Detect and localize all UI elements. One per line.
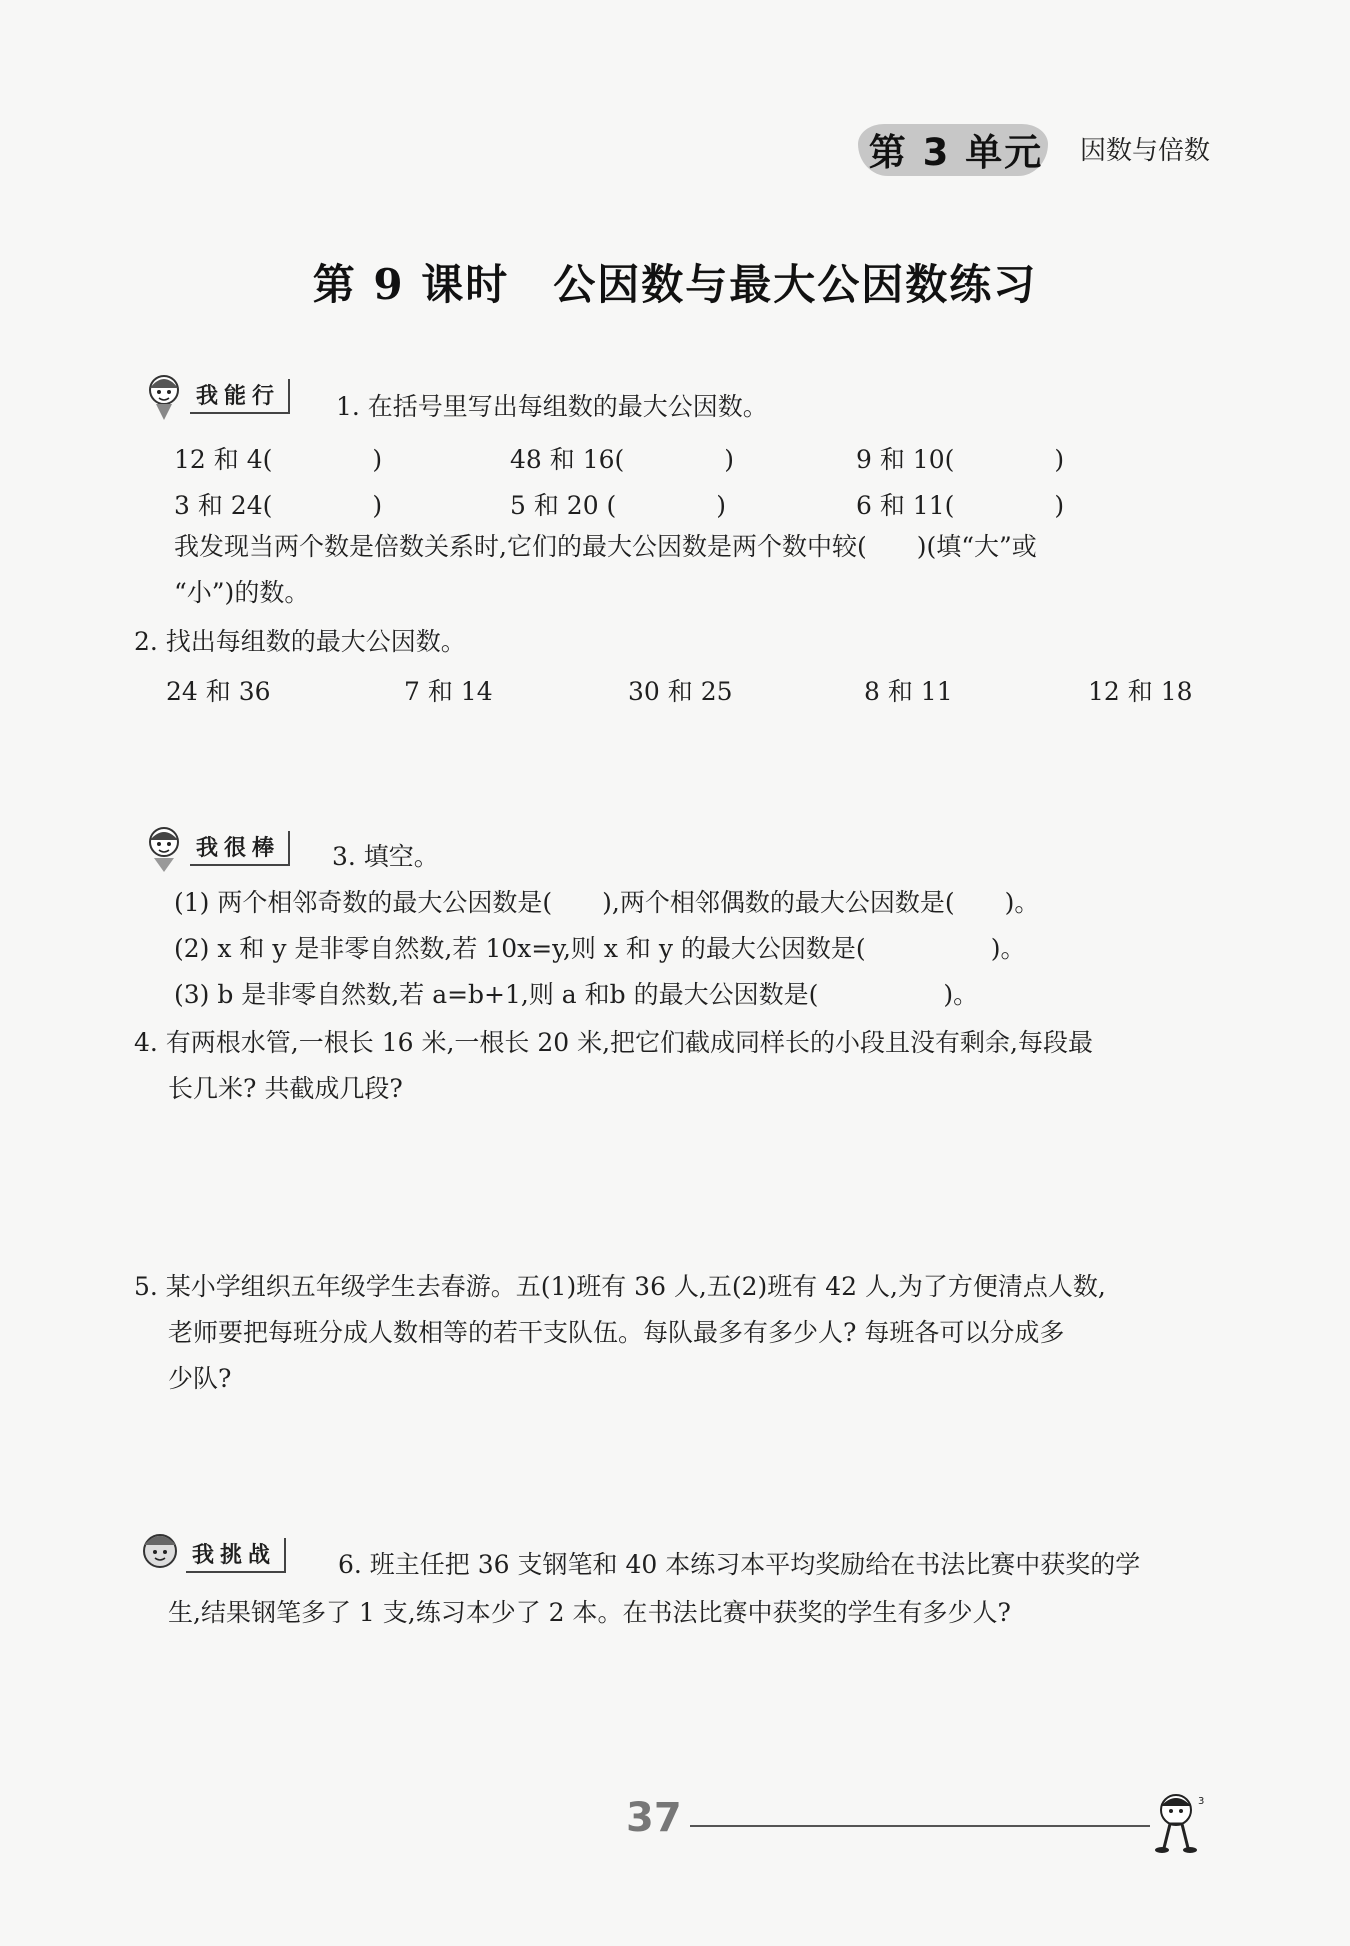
q2-item-3: 30 和 25 — [628, 677, 733, 706]
section-badge-great — [138, 828, 290, 868]
q1-item-6: 6 和 11( ) — [856, 491, 1065, 520]
q5-line-2: 老师要把每班分成人数相等的若干支队伍。每队最多有多少人? 每班各可以分成多 — [168, 1318, 1065, 1347]
girl-mascot-icon — [138, 370, 190, 422]
q3-sub-1: (1) 两个相邻奇数的最大公因数是( ),两个相邻偶数的最大公因数是( )。 — [174, 888, 1040, 917]
q4-line-2: 长几米? 共截成几段? — [168, 1074, 403, 1103]
q2-item-5: 12 和 18 — [1088, 677, 1193, 706]
unit-label: 第 3 单元 — [868, 131, 1044, 174]
section-badge-challenge — [134, 1535, 286, 1575]
q3-sub-2: (2) x 和 y 是非零自然数,若 10x=y,则 x 和 y 的最大公因数是( )。 — [174, 934, 1026, 963]
q1-item-2: 48 和 16( ) — [510, 445, 735, 474]
q2-item-1: 24 和 36 — [166, 677, 271, 706]
unit-subtitle: 因数与倍数 — [1080, 136, 1211, 166]
q1-item-3: 9 和 10( ) — [856, 445, 1065, 474]
girl-mascot-icon — [138, 822, 190, 874]
q6-line-2: 生,结果钢笔多了 1 支,练习本少了 2 本。在书法比赛中获奖的学生有多少人? — [168, 1598, 1011, 1627]
section-badge-label: 我很棒 — [190, 831, 290, 866]
q1-item-1: 12 和 4( ) — [174, 445, 383, 474]
q5-line-1: 5. 某小学组织五年级学生去春游。五(1)班有 36 人,五(2)班有 42 人,为了方便清点人数, — [134, 1272, 1106, 1301]
lesson-title: 第 9 课时 公因数与最大公因数练习 — [312, 260, 1038, 309]
q2-item-4: 8 和 11 — [864, 677, 953, 706]
boy-mascot-icon — [1150, 1790, 1208, 1854]
q1-finding-line-1: 我发现当两个数是倍数关系时,它们的最大公因数是两个数中较( )(填“大”或 — [174, 532, 1037, 561]
q1-item-5: 5 和 20 ( ) — [510, 491, 727, 520]
q5-line-3: 少队? — [168, 1364, 232, 1393]
section-badge-label: 我挑战 — [186, 1538, 286, 1573]
q4-line-1: 4. 有两根水管,一根长 16 米,一根长 20 米,把它们截成同样长的小段且没有剩余,每段最 — [134, 1028, 1093, 1057]
section-badge-label: 我能行 — [190, 379, 290, 414]
question-1-stem: 1. 在括号里写出每组数的最大公因数。 — [336, 392, 768, 421]
question-2-stem: 2. 找出每组数的最大公因数。 — [134, 627, 466, 656]
q1-item-4: 3 和 24( ) — [174, 491, 383, 520]
footer-rule — [690, 1825, 1150, 1827]
q2-item-2: 7 和 14 — [404, 677, 493, 706]
q1-finding-line-2: “小”)的数。 — [174, 578, 310, 607]
question-3-stem: 3. 填空。 — [332, 842, 439, 871]
girl-mascot-icon — [134, 1529, 186, 1581]
page-number: 37 — [626, 1795, 682, 1841]
q6-line-1: 6. 班主任把 36 支钢笔和 40 本练习本平均奖励给在书法比赛中获奖的学 — [338, 1550, 1141, 1579]
q3-sub-3: (3) b 是非零自然数,若 a=b+1,则 a 和b 的最大公因数是( )。 — [174, 980, 979, 1009]
svg-text:3: 3 — [1198, 1796, 1205, 1807]
section-badge-can-do — [138, 376, 290, 416]
